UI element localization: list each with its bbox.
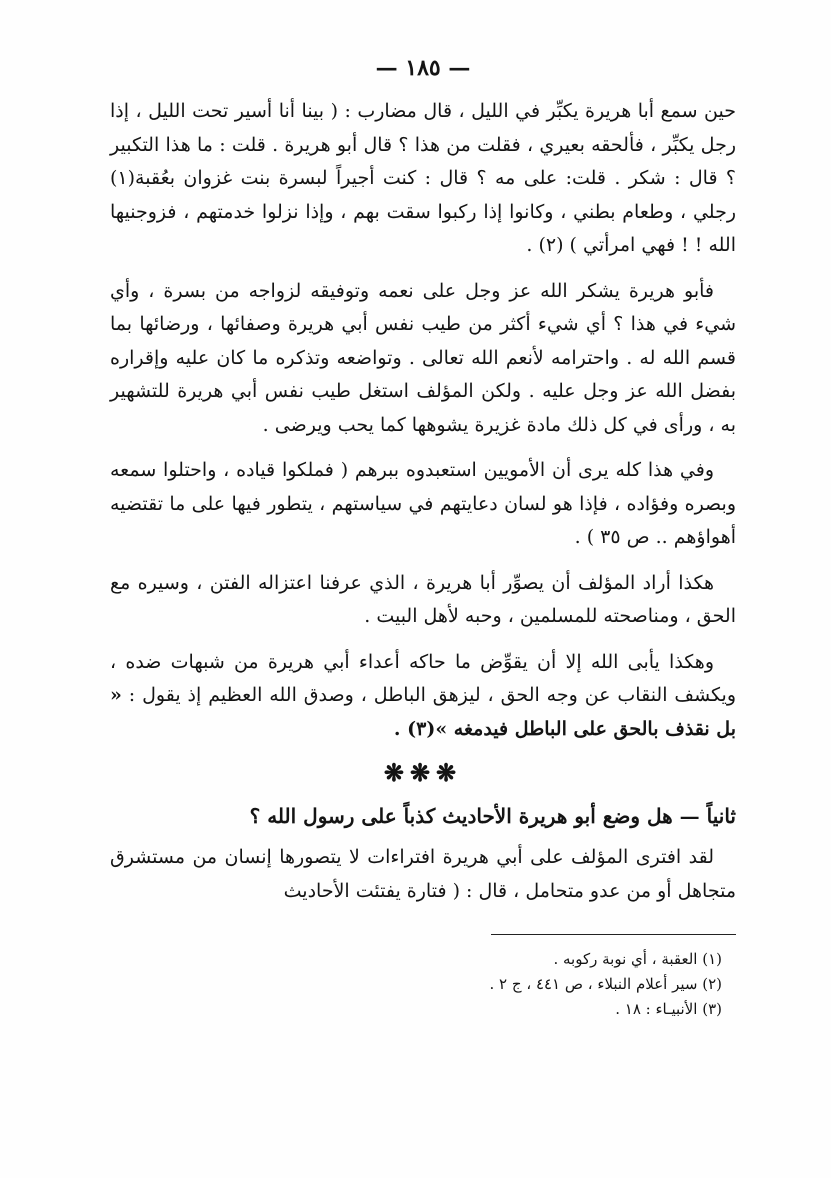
- paragraph-1: حين سمع أبا هريرة يكبِّر في الليل ، قال مضارب : ( بينا أنا أسير تحت الليل ، إذا رجل يكبِّر ، فألحقه بعيري ، فقلت من هذا ؟ قال أبو هريرة . قلت : ما هذا التكبير ؟ قال : شكر . قلت: على مه ؟ قال : كنت أجيراً لبسرة بنت غزوان بعُقبة(١) رجلي ، وطعام بطني ، وكانوا إذا ركبوا سقت بهم ، وإذا نزلوا خدمتهم ، فزوجنيها الله ! ! فهي امرأتي ) (٢) .: [110, 100, 736, 256]
- footnote-1: (١) العقبة ، أي نوبة ركوبه .: [553, 950, 722, 968]
- quran-quote: « بل نقذف بالحق على الباطل فيدمغه »(٣) .: [110, 684, 736, 740]
- footnote-2: (٢) سير أعلام النبلاء ، ص ٤٤١ ، ج ٢ .: [489, 975, 722, 993]
- section-heading: ثانياً — هل وضع أبو هريرة الأحاديث كذباً على رسول الله ؟: [249, 804, 736, 828]
- paragraph-3: وفي هذا كله يرى أن الأمويين استعبدوه ببرهم ( فملكوا قياده ، واحتلوا سمعه وبصره وفؤاده ، فإذا هو لسان دعايتهم في سياستهم ، يتطور فيها على ما تقتضيه أهواؤهم .. ص ٣٥ ) .: [110, 459, 736, 548]
- closing-paragraph: لقد افترى المؤلف على أبي هريرة افتراءات لا يتصورها إنسان من مستشرق متجاهل أو من عدو متحامل ، قال : ( فتارة يفتئت الأحاديث: [110, 846, 736, 902]
- paragraph-5-text: وهكذا يأبى الله إلا أن يقوِّض ما حاكه أعداء أبي هريرة من شبهات ضده ، ويكشف النقاب عن وجه الحق ، ليزهق الباطل ، وصدق الله العظيم إذ يقول :: [110, 650, 736, 706]
- book-page: [110, 55, 736, 1022]
- footnote-divider: [491, 934, 736, 935]
- footnotes: [110, 947, 736, 1022]
- paragraph-4: هكذا أراد المؤلف أن يصوِّر أبا هريرة ، الذي عرفنا اعتزاله الفتن ، وسيره مع الحق ، ومناصحته للمسلمين ، وحبه لأهل البيت .: [110, 571, 736, 627]
- section-separator: ❋❋❋: [383, 758, 463, 787]
- paragraph-5: [110, 646, 736, 747]
- page-number: — ١٨٥ —: [375, 55, 471, 81]
- paragraph-2: فأبو هريرة يشكر الله عز وجل على نعمه وتوفيقه لزواجه من بسرة ، وأي شيء في هذا ؟ أي شيء أكثر من طيب نفس أبي هريرة وصفائها ، ورضائها بما قسم الله له . واحترامه لأنعم الله تعالى . وتواضعه وتذكره ما كان عليه وإقراره بفضل الله عز وجل عليه . ولكن المؤلف استغل طيب نفس أبي هريرة للتشهير به ، ورأى في كل ذلك مادة غزيرة يشوهها كما يحب ويرضى .: [110, 279, 736, 436]
- footnote-3: (٣) الأنبيـاء : ١٨ .: [615, 1000, 722, 1018]
